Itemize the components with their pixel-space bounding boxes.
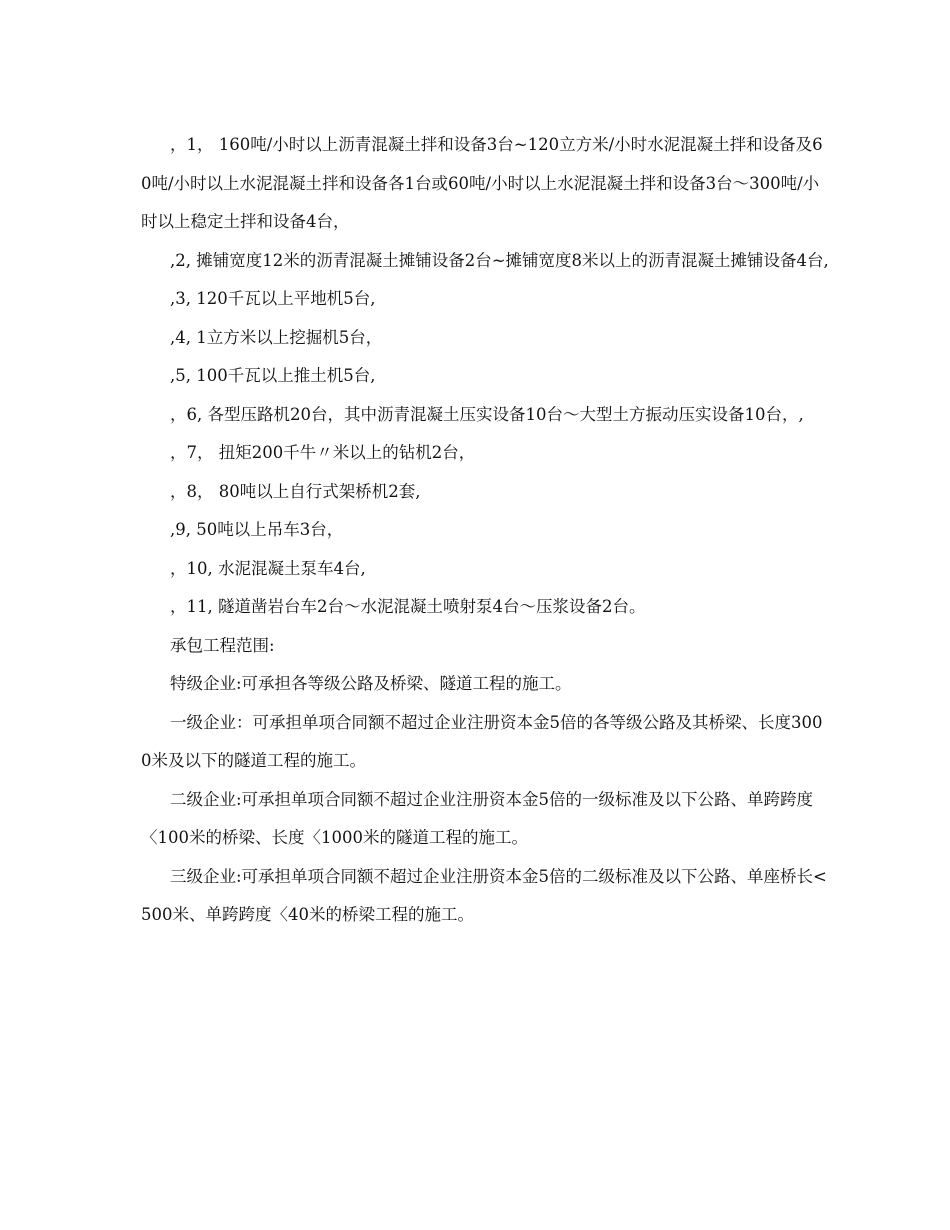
paragraph-equipment-4: ,4, 1立方米以上挖掘机5台， [170, 327, 383, 347]
paragraph-grade-special: 特级企业:可承担各等级公路及桥梁、隧道工程的施工。 [170, 674, 572, 693]
paragraph-equipment-8: ，8， 80吨以上自行式架桥机2套, [170, 481, 421, 501]
paragraph-equipment-7: ，7， 扭矩200千牛〃米以上的钻机2台， [170, 443, 476, 462]
paragraph-equipment-10: ，10, 水泥混凝土泵车4台, [170, 558, 366, 578]
paragraph-equipment-3: ,3, 120千瓦以上平地机5台, [170, 289, 376, 308]
paragraph-grade-third: 三级企业:可承担单项合同额不超过企业注册资本金5倍的二级标准及以下公路、单座桥长<500米、单跨跨度〈40米的桥梁工程的施工。 [141, 866, 827, 924]
document-body [141, 126, 831, 935]
paragraph-grade-second: 二级企业:可承担单项合同额不超过企业注册资本金5倍的一级标准及以下公路、单跨跨度〈100米的桥梁、长度〈1000米的隧道工程的施工。 [141, 789, 814, 847]
paragraph-equipment-2: ,2, 摊铺宽度12米的沥青混凝土摊铺设备2台~摊铺宽度8米以上的沥青混凝土摊铺设备4台, [170, 250, 829, 270]
paragraph-grade-first: 一级企业：可承担单项合同额不超过企业注册资本金5倍的各等级公路及其桥梁、长度3000米及以下的隧道工程的施工。 [141, 712, 823, 770]
paragraph-equipment-5: ,5, 100千瓦以上推土机5台, [170, 366, 376, 385]
paragraph-equipment-1: ，1， 160吨/小时以上沥青混凝土拌和设备3台~120立方米/小时水泥混凝土拌和设备及60吨/小时以上水泥混凝土拌和设备各1台或60吨/小时以上水泥混凝土拌和设备3台～300吨/小时以上稳定土拌和设备4台， [141, 135, 823, 231]
paragraph-equipment-11: ，11, 隧道凿岩台车2台～水泥混凝土喷射泵4台～压浆设备2台。 [170, 597, 646, 616]
paragraph-equipment-6: ，6, 各型压路机20台，其中沥青混凝土压实设备10台～大型土方振动压实设备10台，, [170, 404, 804, 424]
section-heading-scope: 承包工程范围: [170, 635, 275, 655]
paragraph-equipment-9: ,9, 50吨以上吊车3台， [170, 520, 344, 539]
